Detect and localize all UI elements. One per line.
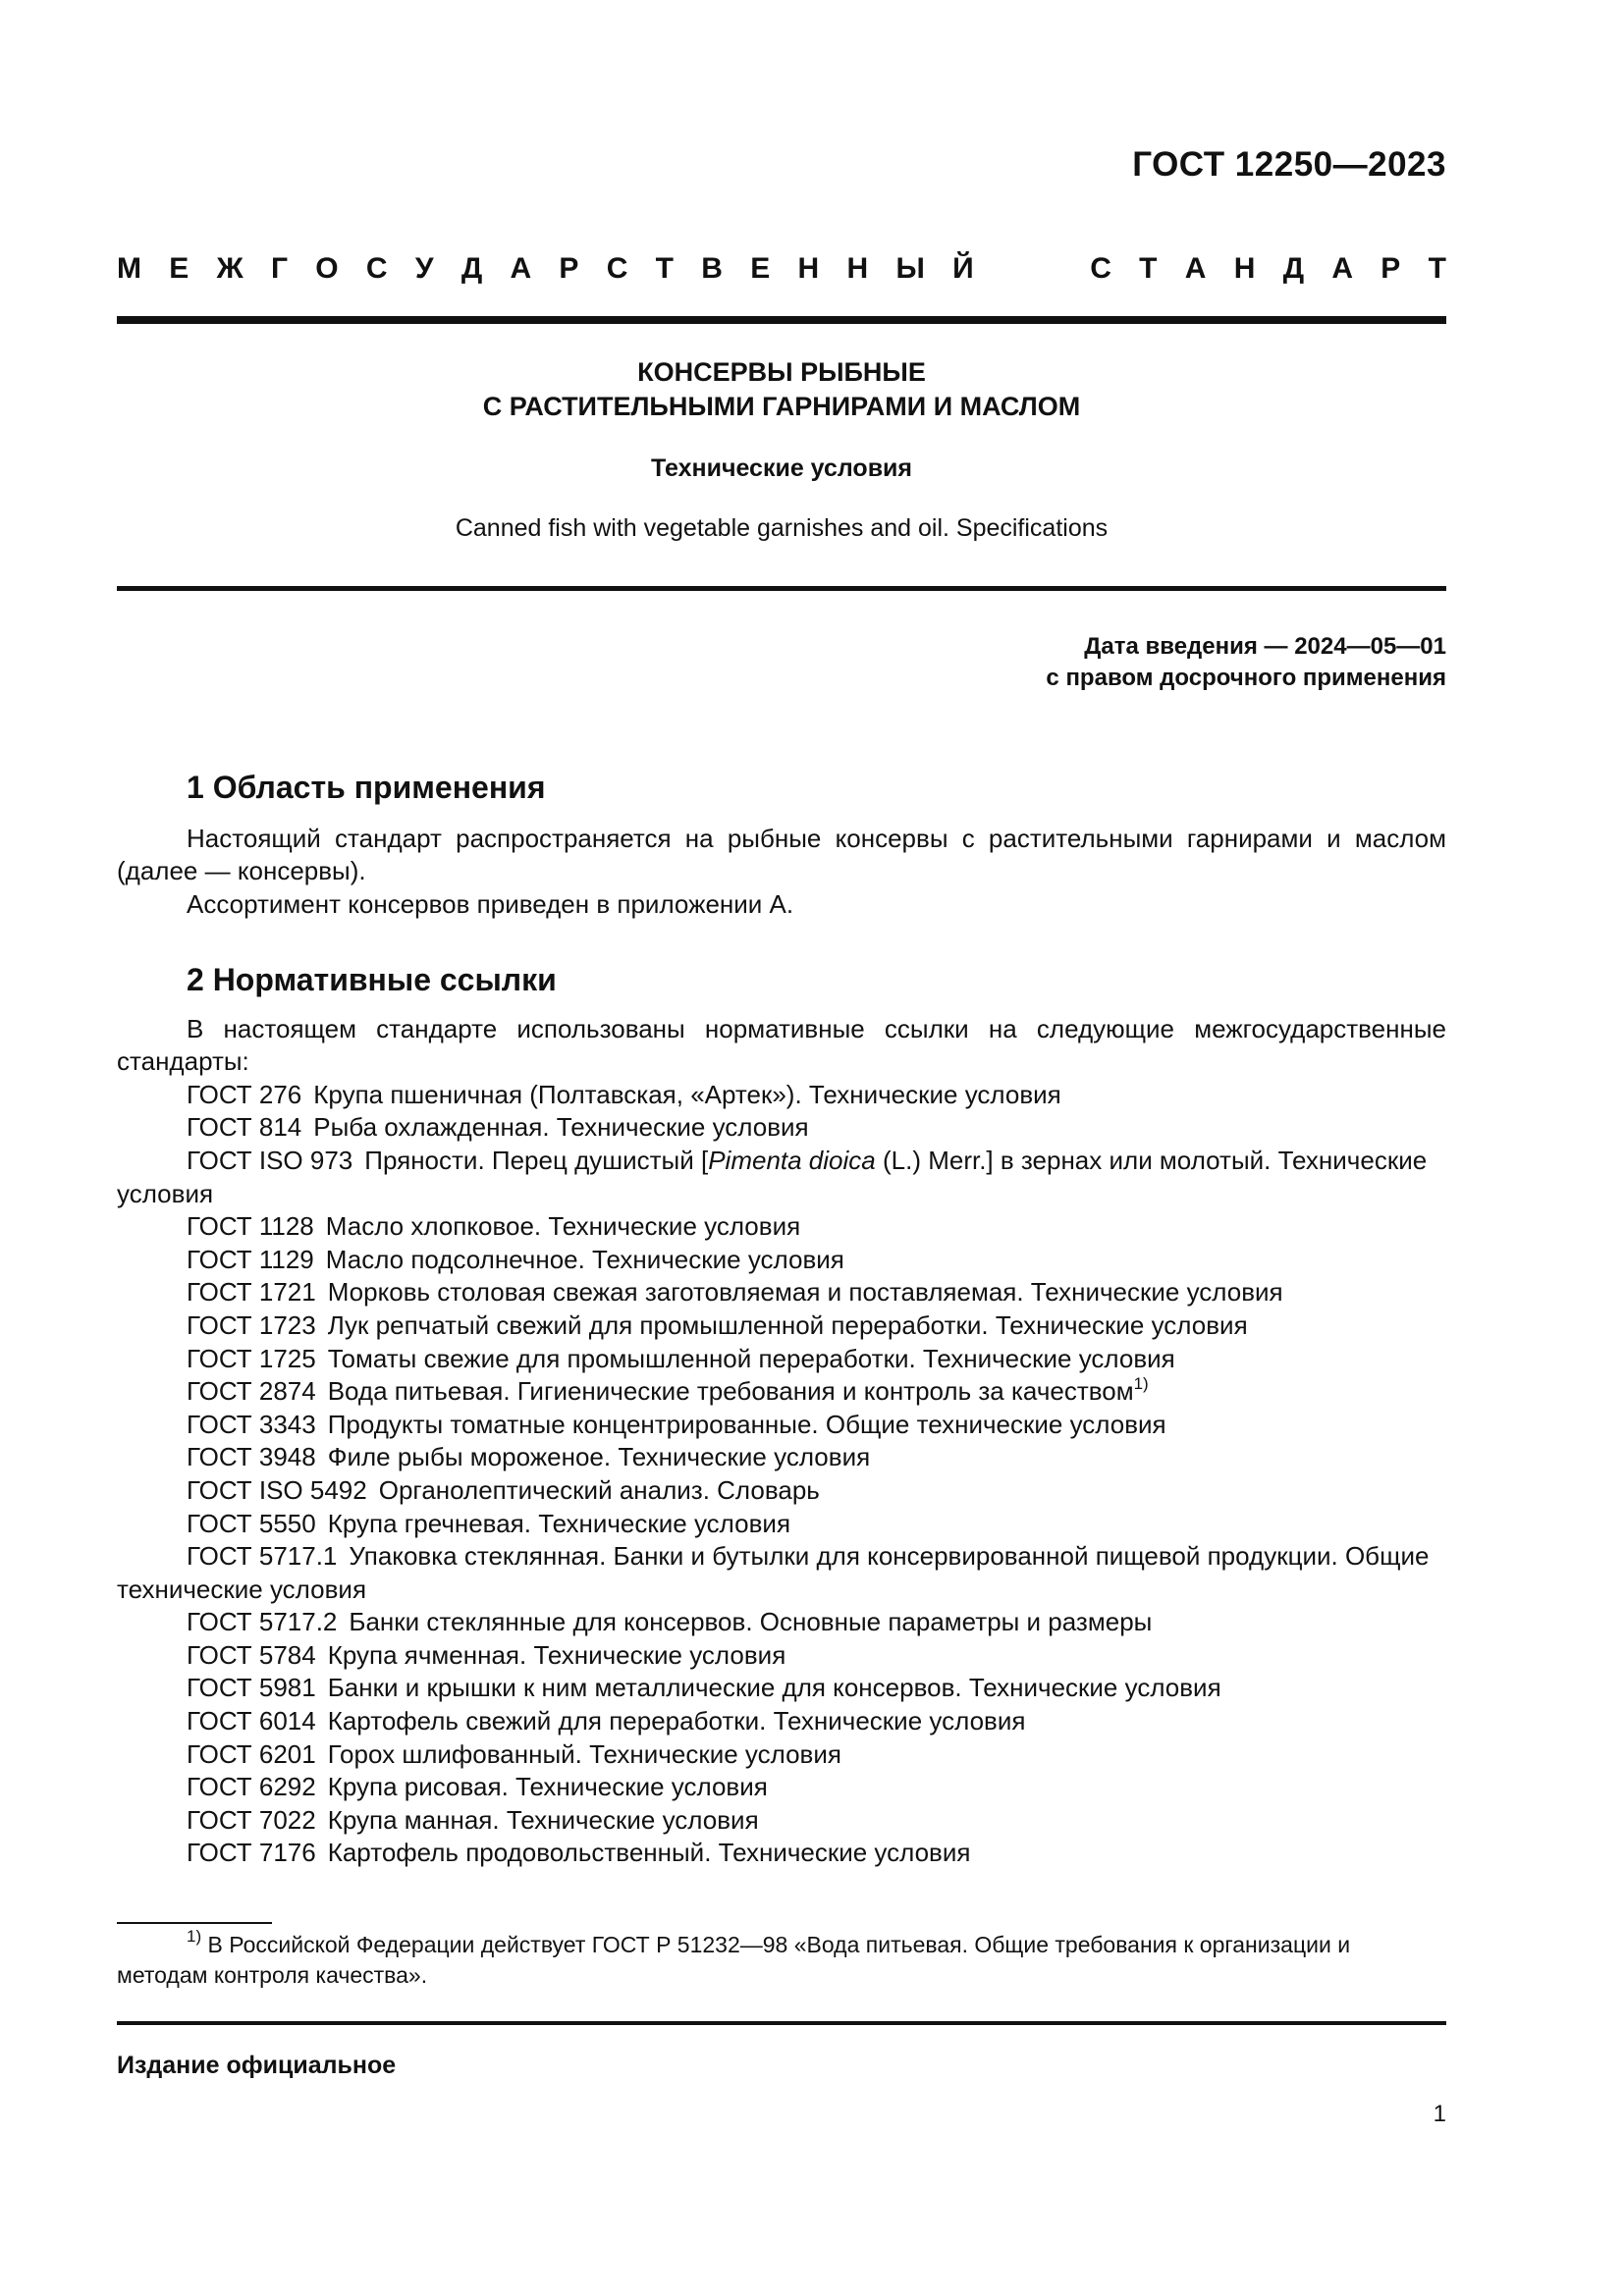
spaced-letter: Р xyxy=(1380,252,1401,285)
reference-title: Масло подсолнечное. Технические условия xyxy=(325,1244,844,1274)
reference-item xyxy=(117,1705,1446,1738)
reference-list xyxy=(117,1079,1446,1870)
reference-title: Крупа ячменная. Технические условия xyxy=(327,1639,786,1670)
spaced-letter: Р xyxy=(559,252,579,285)
section-scope xyxy=(117,772,1446,921)
reference-code: ГОСТ 814 xyxy=(187,1112,302,1143)
reference-title: Лук репчатый свежий для промышленной переработки. Технические условия xyxy=(327,1309,1248,1340)
spaced-letter: Н xyxy=(797,252,820,285)
reference-title: Картофель свежий для переработки. Технические условия xyxy=(327,1706,1026,1736)
reference-title: Рыба охлажденная. Технические условия xyxy=(313,1112,809,1143)
reference-code: ГОСТ 7176 xyxy=(187,1838,316,1868)
spaced-letter: Т xyxy=(1139,252,1158,285)
reference-code: ГОСТ ISO 973 xyxy=(187,1145,353,1175)
reference-code: ГОСТ 6292 xyxy=(187,1772,316,1802)
reference-title: Органолептический анализ. Словарь xyxy=(378,1474,820,1505)
spaced-letter: Ж xyxy=(216,252,244,285)
document-number: ГОСТ 12250—2023 xyxy=(1132,145,1446,184)
reference-code: ГОСТ ISO 5492 xyxy=(187,1474,367,1505)
spaced-letter: Д xyxy=(460,252,483,285)
reference-title: Картофель продовольственный. Технические условия xyxy=(327,1838,971,1868)
spaced-letter: А xyxy=(510,252,532,285)
reference-title-italic: Pimenta dioica xyxy=(708,1145,876,1175)
header-rule xyxy=(117,316,1446,324)
reference-code: ГОСТ 6014 xyxy=(187,1706,316,1736)
reference-title: Крупа рисовая. Технические условия xyxy=(327,1772,768,1802)
reference-title: Морковь столовая свежая заготовляемая и поставляемая. Технические условия xyxy=(327,1277,1283,1308)
spaced-letter: В xyxy=(701,252,723,285)
spaced-letter: А xyxy=(1331,252,1354,285)
early-use-note: с правом досрочного применения xyxy=(1046,665,1446,691)
reference-code: ГОСТ 5784 xyxy=(187,1639,316,1670)
reference-title: Продукты томатные концентрированные. Общие технические условия xyxy=(327,1409,1166,1439)
reference-item xyxy=(117,1771,1446,1804)
reference-item xyxy=(117,1738,1446,1772)
introduction-date: Дата введения — 2024—05—01 xyxy=(1084,633,1446,660)
reference-title: Пряности. Перец душистый [ xyxy=(364,1145,709,1175)
reference-code: ГОСТ 2874 xyxy=(187,1376,316,1407)
reference-item xyxy=(117,1508,1446,1541)
reference-item xyxy=(117,1145,1446,1210)
reference-code: ГОСТ 3948 xyxy=(187,1442,316,1472)
section-2-heading: 2 Нормативные ссылки xyxy=(187,962,557,997)
spaced-letter: Г xyxy=(270,252,288,285)
reference-code: ГОСТ 5981 xyxy=(187,1673,316,1703)
reference-item xyxy=(117,1375,1446,1409)
reference-title: Банки стеклянные для консервов. Основные параметры и размеры xyxy=(349,1607,1153,1637)
spaced-letter: О xyxy=(315,252,339,285)
spaced-letter: С xyxy=(365,252,388,285)
reference-code: ГОСТ 5550 xyxy=(187,1508,316,1538)
reference-code: ГОСТ 5717.2 xyxy=(187,1607,338,1637)
footnote-mark: 1) xyxy=(187,1927,202,1946)
reference-code: ГОСТ 1721 xyxy=(187,1277,316,1308)
footnote-text: В Российской Федерации действует ГОСТ Р 51232—98 «Вода питьевая. Общие требования к организации и методам контроля качества». xyxy=(117,1932,1351,1988)
reference-code: ГОСТ 5717.1 xyxy=(187,1541,338,1572)
reference-item xyxy=(117,1441,1446,1474)
spaced-letter: Д xyxy=(1282,252,1305,285)
spaced-letter: А xyxy=(1184,252,1207,285)
spaced-letter: Й xyxy=(952,252,974,285)
reference-item xyxy=(117,1343,1446,1376)
section-1-paragraph: Ассортимент консервов приведен в приложении А. xyxy=(187,888,794,919)
reference-code: ГОСТ 6201 xyxy=(187,1738,316,1769)
spaced-letter: Е xyxy=(169,252,189,285)
title-line-2: С РАСТИТЕЛЬНЫМИ ГАРНИРАМИ И МАСЛОМ xyxy=(482,392,1081,421)
spaced-letter: Т xyxy=(655,252,674,285)
reference-code: ГОСТ 1129 xyxy=(187,1244,314,1274)
spaced-letter: Н xyxy=(1233,252,1256,285)
reference-title: Масло хлопковое. Технические условия xyxy=(325,1211,801,1242)
document-subtitle: Технические условия xyxy=(650,454,913,482)
footer-rule xyxy=(117,2021,1446,2025)
reference-title: Крупа манная. Технические условия xyxy=(327,1804,759,1835)
reference-code: ГОСТ 1723 xyxy=(187,1309,316,1340)
reference-code: ГОСТ 1725 xyxy=(187,1343,316,1373)
reference-title: Крупа пшеничная (Полтавская, «Артек»). Технические условия xyxy=(313,1079,1061,1109)
reference-item xyxy=(117,1837,1446,1870)
reference-title: Горох шлифованный. Технические условия xyxy=(327,1738,841,1769)
title-rule xyxy=(117,586,1446,591)
spaced-letter: У xyxy=(414,252,434,285)
page-number: 1 xyxy=(1433,2101,1446,2127)
word-gap xyxy=(1001,252,1062,286)
reference-title: Упаковка стеклянная. Банки и бутылки для консервированной пищевой продукции. Общие технические условия xyxy=(117,1541,1430,1604)
spaced-letter: С xyxy=(1090,252,1111,285)
reference-item xyxy=(117,1309,1446,1343)
reference-item xyxy=(117,1804,1446,1838)
standard-kind-heading xyxy=(117,252,1446,286)
reference-item xyxy=(117,1540,1446,1606)
spaced-letter: М xyxy=(117,252,141,285)
reference-code: ГОСТ 7022 xyxy=(187,1804,316,1835)
english-title: Canned fish with vegetable garnishes and oil. Specifications xyxy=(455,514,1109,542)
reference-item xyxy=(117,1672,1446,1705)
reference-code: ГОСТ 276 xyxy=(187,1079,302,1109)
reference-item xyxy=(117,1409,1446,1442)
spaced-letter: Т xyxy=(1428,252,1446,285)
reference-item xyxy=(117,1606,1446,1639)
reference-item xyxy=(117,1111,1446,1145)
reference-code: ГОСТ 1128 xyxy=(187,1211,314,1242)
reference-code: ГОСТ 3343 xyxy=(187,1409,316,1439)
edition-label: Издание официальное xyxy=(117,2052,397,2079)
reference-item xyxy=(117,1244,1446,1277)
document-title xyxy=(117,355,1446,424)
footnote-rule xyxy=(117,1922,272,1924)
reference-title: Томаты свежие для промышленной переработки. Технические условия xyxy=(327,1343,1175,1373)
reference-title: (L.) Merr.] в зернах или молотый. Технические условия xyxy=(117,1145,1428,1208)
reference-title: Крупа гречневая. Технические условия xyxy=(327,1508,791,1538)
reference-item xyxy=(117,1210,1446,1244)
section-normative-references xyxy=(117,964,1446,1870)
reference-title: Вода питьевая. Гигиенические требования и контроль за качеством xyxy=(327,1376,1134,1407)
reference-title: Банки и крышки к ним металлические для консервов. Технические условия xyxy=(327,1673,1221,1703)
footnote xyxy=(117,1927,1446,1991)
reference-item xyxy=(117,1079,1446,1112)
spaced-letter: Н xyxy=(846,252,869,285)
reference-item xyxy=(117,1639,1446,1673)
section-2-intro: В настоящем стандарте использованы нормативные ссылки на следующие межгосударственные стандарты: xyxy=(117,1013,1446,1077)
spaced-letter: Ы xyxy=(895,252,925,285)
reference-item xyxy=(117,1276,1446,1309)
spaced-letter: С xyxy=(606,252,628,285)
reference-title: Филе рыбы мороженое. Технические условия xyxy=(327,1442,871,1472)
spaced-letter: Е xyxy=(750,252,771,285)
section-1-paragraph: Настоящий стандарт распространяется на рыбные консервы с растительными гарнирами и маслом (далее — консервы). xyxy=(117,823,1446,886)
introduction-date-block xyxy=(1046,631,1446,694)
footnote-reference-mark: 1) xyxy=(1133,1374,1149,1394)
section-1-heading: 1 Область применения xyxy=(187,770,546,805)
title-line-1: КОНСЕРВЫ РЫБНЫЕ xyxy=(637,357,926,387)
reference-item xyxy=(117,1474,1446,1508)
